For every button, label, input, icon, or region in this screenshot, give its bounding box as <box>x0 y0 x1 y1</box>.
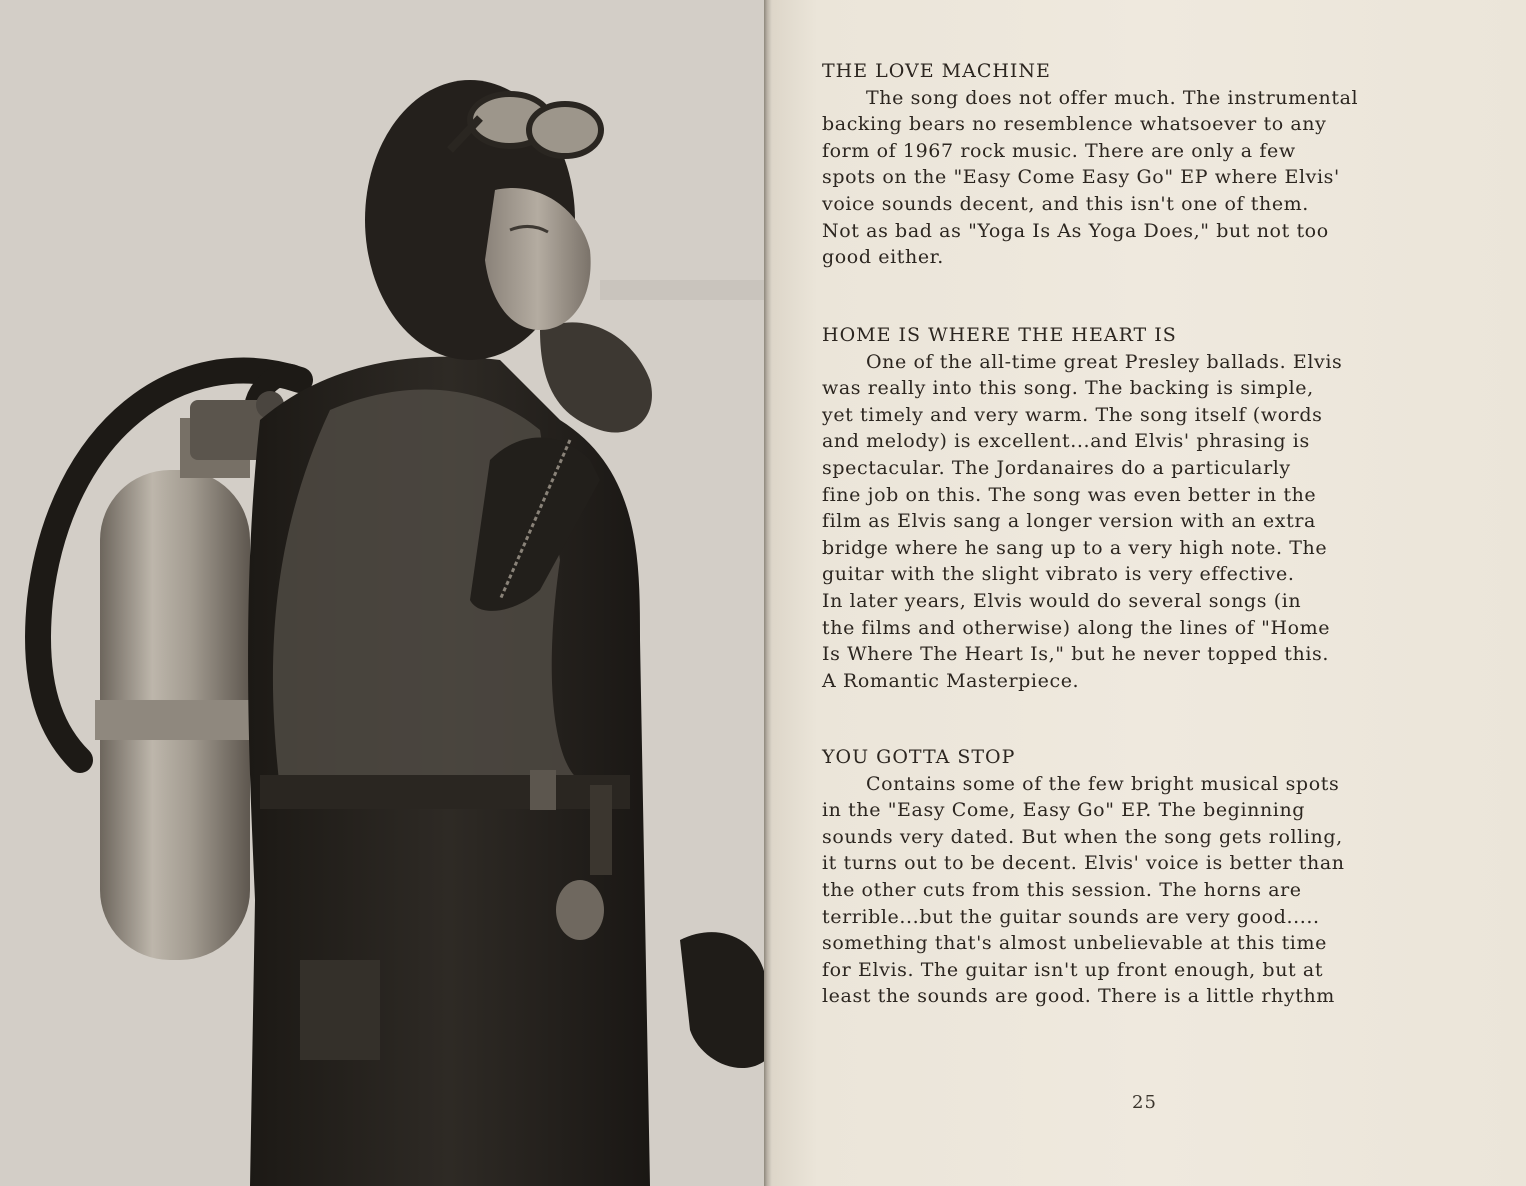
section-heading: HOME IS WHERE THE HEART IS <box>822 324 1177 346</box>
right-page <box>772 0 1526 1186</box>
section-home-is-where-the-heart-is <box>822 322 1462 694</box>
section-body: One of the all-time great Presley ballads. Elvis was really into this song. The backing is simple, yet timely and very warm. The song itself (words and melody) is excellent...and Elvis' phrasing is spectacular. The Jordanaires do a particularly fine job on this. The song was even better in the film as Elvis sang a longer version with an extra bridge where he sang up to a very high note. The guitar with the slight vibrato is very effective. In later years, Elvis would do several songs (in the films and otherwise) along the lines of "Home Is Where The Heart Is," but he never topped this. A Romantic Masterpiece. <box>822 350 1343 692</box>
section-heading: YOU GOTTA STOP <box>822 746 1016 768</box>
section-body: Contains some of the few bright musical spots in the "Easy Come, Easy Go" EP. The beginning sounds very dated. But when the song gets rolling, it turns out to be decent. Elvis' voice is better than the other cuts from this session. The horns are terrible...but the guitar sounds are very good..... something that's almost unbelievable at this time for Elvis. The guitar isn't up front enough, but at least the sounds are good. There is a little rhythm <box>822 772 1345 1008</box>
section-you-gotta-stop <box>822 744 1462 1010</box>
page-number: 25 <box>1132 1092 1157 1113</box>
section-love-machine <box>822 58 1462 271</box>
section-body: The song does not offer much. The instrumental backing bears no resemblence whatsoever to any form of 1967 rock music. There are only a few spots on the "Easy Come Easy Go" EP where Elvis' voice sounds decent, and this isn't one of them. Not as bad as "Yoga Is As Yoga Does," but not too good either. <box>822 86 1359 269</box>
page-gutter <box>764 0 772 1186</box>
section-heading: THE LOVE MACHINE <box>822 60 1051 82</box>
